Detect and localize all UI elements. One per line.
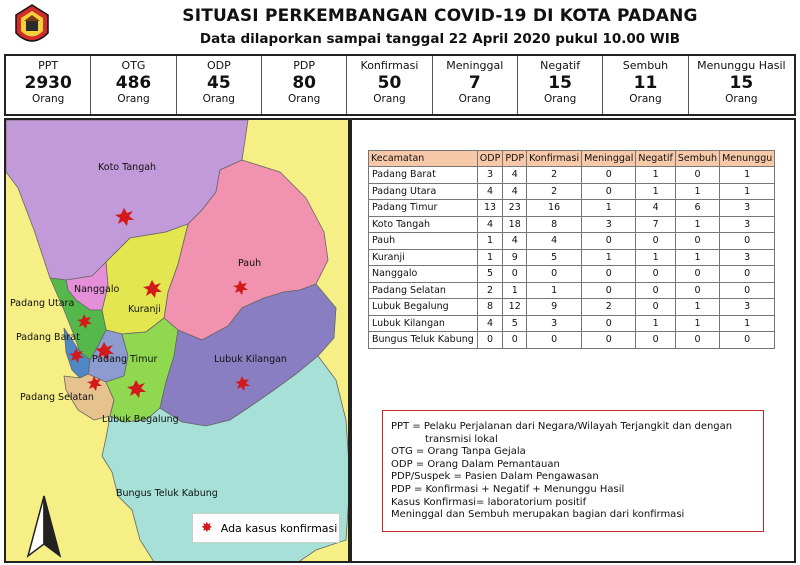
page-title: SITUASI PERKEMBANGAN COVID-19 DI KOTA PADANG (182, 6, 698, 26)
stat-label: OTG (121, 59, 146, 72)
table-cell: 8 (527, 216, 582, 233)
table-cell: 0 (582, 167, 636, 184)
table-cell: 1 (675, 299, 719, 316)
table-cell: 0 (636, 332, 676, 349)
table-cell: 1 (636, 183, 676, 200)
stat-unit: Orang (725, 93, 758, 105)
table-cell: 1 (675, 183, 719, 200)
map-label-padang-barat: Padang Barat (16, 332, 80, 343)
table-cell: 0 (582, 183, 636, 200)
stat-sembuh (603, 56, 688, 114)
summary-stats-bar (4, 54, 796, 116)
table-header-row (369, 151, 775, 167)
table-cell: 3 (582, 216, 636, 233)
stat-unit: Orang (543, 93, 577, 105)
table-cell: 1 (720, 315, 775, 332)
padang-city-logo-icon (12, 3, 52, 49)
stat-unit: Orang (31, 93, 65, 105)
stat-meninggal (433, 56, 518, 114)
table-cell: 9 (527, 299, 582, 316)
stat-label: PPT (38, 59, 59, 72)
table-cell: 0 (582, 282, 636, 299)
table-cell: 0 (720, 282, 775, 299)
stat-label: ODP (206, 59, 231, 72)
note-line: ODP = Orang Dalam Pemantauan (391, 458, 560, 470)
note-line: PPT = Pelaku Perjalanan dari Negara/Wilayah Terjangkit dan dengan (391, 421, 733, 432)
table-cell: 1 (675, 315, 719, 332)
table-cell: Padang Timur (369, 200, 478, 217)
table-cell: 0 (675, 332, 719, 349)
stat-value: 45 (206, 73, 231, 93)
column-header: ODP (477, 151, 503, 167)
table-cell: 3 (720, 249, 775, 266)
table-cell: 0 (527, 266, 582, 283)
table-cell: 1 (503, 282, 527, 299)
map-label-padang-utara: Padang Utara (10, 298, 75, 309)
table-cell: 1 (636, 167, 676, 184)
table-cell: Lubuk Kilangan (369, 315, 478, 332)
stat-unit: Orang (458, 93, 491, 105)
data-panel (350, 118, 796, 563)
stat-odp (177, 56, 262, 114)
map-label-bungus-teluk-kabung: Bungus Teluk Kabung (116, 488, 218, 499)
table-row (369, 282, 775, 299)
stat-label: Sembuh (622, 59, 669, 72)
district-data-table (368, 150, 775, 349)
table-cell: 0 (636, 266, 676, 283)
table-row (369, 332, 775, 349)
table-cell: 12 (503, 299, 527, 316)
table-row (369, 183, 775, 200)
district-map (4, 118, 350, 563)
table-cell: 1 (720, 167, 775, 184)
table-cell: 0 (636, 299, 676, 316)
legend-label: Ada kasus konfirmasi (220, 521, 338, 535)
stat-ppt (6, 56, 91, 114)
table-cell: Lubuk Begalung (369, 299, 478, 316)
header (0, 0, 800, 54)
stat-label: Negatif (540, 59, 581, 72)
table-row (369, 233, 775, 250)
column-header: PDP (503, 151, 527, 167)
note-line: Kasus Konfirmasi= laboratorium positif (391, 496, 587, 508)
table-cell: 0 (675, 167, 719, 184)
table-cell: 1 (720, 183, 775, 200)
table-cell: 4 (636, 200, 676, 217)
table-cell: 1 (582, 200, 636, 217)
table-cell: 4 (527, 233, 582, 250)
stat-value: 50 (377, 73, 402, 93)
stat-value: 80 (292, 73, 316, 93)
table-cell: 16 (527, 200, 582, 217)
stat-unit: Orang (629, 93, 662, 105)
map-legend (192, 513, 340, 543)
table-cell: Koto Tangah (369, 216, 478, 233)
table-cell: 6 (675, 200, 719, 217)
map-label-padang-timur: Padang Timur (92, 354, 158, 365)
note-line: PDP/Suspek = Pasien Dalam Pengawasan (391, 471, 599, 483)
table-cell: 0 (720, 233, 775, 250)
stat-label: Meninggal (446, 59, 504, 72)
table-cell: 1 (675, 216, 719, 233)
table-cell: 23 (503, 200, 527, 217)
table-row (369, 216, 775, 233)
table-cell: 2 (527, 183, 582, 200)
stat-value: 2930 (24, 73, 72, 93)
table-cell: Nanggalo (369, 266, 478, 283)
stat-label: Konfirmasi (360, 59, 419, 72)
table-cell: 0 (477, 332, 503, 349)
table-row (369, 266, 775, 283)
stat-unit: Orang (202, 93, 235, 105)
map-label-koto-tangah: Koto Tangah (98, 162, 157, 173)
column-header: Kecamatan (369, 151, 478, 167)
stat-unit: Orang (373, 93, 406, 105)
table-cell: 1 (477, 249, 503, 266)
table-cell: 0 (675, 266, 719, 283)
table-cell: 7 (636, 216, 676, 233)
table-row (369, 299, 775, 316)
map-label-pauh: Pauh (238, 258, 262, 269)
stat-label: PDP (293, 59, 316, 72)
table-cell: Pauh (369, 233, 478, 250)
table-row (369, 167, 775, 184)
table-cell: 9 (503, 249, 527, 266)
table-cell: 3 (720, 216, 775, 233)
map-label-lubuk-begalung: Lubuk Begalung (102, 414, 179, 425)
stat-pdp (262, 56, 347, 114)
table-cell: 0 (675, 233, 719, 250)
table-cell: 0 (582, 266, 636, 283)
column-header: Menunggu (720, 151, 775, 167)
table-cell: 4 (503, 233, 527, 250)
table-cell: 3 (477, 167, 503, 184)
table-cell: 0 (720, 332, 775, 349)
stat-konfirmasi (347, 56, 432, 114)
column-header: Konfirmasi (527, 151, 582, 167)
stat-value: 486 (115, 73, 152, 93)
note-line: Meninggal dan Sembuh merupakan bagian dari konfirmasi (391, 509, 685, 521)
table-cell: 13 (477, 200, 503, 217)
table-cell: 0 (636, 233, 676, 250)
table-cell: 1 (582, 249, 636, 266)
table-cell: 0 (527, 332, 582, 349)
table-row (369, 200, 775, 217)
table-cell: 4 (477, 216, 503, 233)
table-cell: 0 (636, 282, 676, 299)
column-header: Negatif (636, 151, 676, 167)
north-arrow-icon (28, 496, 60, 556)
table-cell: 5 (527, 249, 582, 266)
table-cell: 4 (477, 183, 503, 200)
stat-value: 15 (548, 73, 572, 93)
table-cell: 3 (720, 299, 775, 316)
table-cell: 0 (675, 282, 719, 299)
page-subtitle: Data dilaporkan sampai tanggal 22 April 2020 pukul 10.00 WIB (199, 31, 681, 47)
map-label-kuranji: Kuranji (128, 304, 161, 315)
note-line: transmisi lokal (425, 433, 498, 445)
table-cell: 0 (582, 233, 636, 250)
definitions-notes (382, 410, 764, 532)
stat-negatif (518, 56, 603, 114)
table-cell: 0 (503, 332, 527, 349)
confirmed-case-star-icon: ✸ (201, 520, 213, 536)
table-cell: Padang Utara (369, 183, 478, 200)
table-cell: 5 (503, 315, 527, 332)
table-cell: 2 (477, 282, 503, 299)
table-cell: 5 (477, 266, 503, 283)
table-cell: 4 (477, 315, 503, 332)
table-cell: Kuranji (369, 249, 478, 266)
note-line: OTG = Orang Tanpa Gejala (391, 446, 526, 458)
table-cell: 0 (503, 266, 527, 283)
stat-otg (91, 56, 176, 114)
table-cell: 8 (477, 299, 503, 316)
table-cell: 0 (582, 332, 636, 349)
table-cell: Bungus Teluk Kabung (369, 332, 478, 349)
stat-label: Menunggu Hasil (697, 59, 786, 72)
stat-value: 15 (729, 73, 754, 93)
column-header: Sembuh (675, 151, 719, 167)
table-cell: Padang Barat (369, 167, 478, 184)
table-cell: 18 (503, 216, 527, 233)
table-row (369, 249, 775, 266)
table-cell: Padang Selatan (369, 282, 478, 299)
table-cell: 3 (720, 200, 775, 217)
table-cell: 2 (582, 299, 636, 316)
table-cell: 1 (675, 249, 719, 266)
map-label-lubuk-kilangan: Lubuk Kilangan (214, 354, 287, 365)
stat-value: 11 (633, 73, 658, 93)
stat-unit: Orang (287, 93, 321, 105)
table-cell: 0 (720, 266, 775, 283)
table-cell: 3 (527, 315, 582, 332)
table-row (369, 315, 775, 332)
table-cell: 2 (527, 167, 582, 184)
table-cell: 4 (503, 183, 527, 200)
table-cell: 1 (636, 249, 676, 266)
stat-menunggu-hasil (689, 56, 794, 114)
stat-value: 7 (468, 73, 481, 93)
table-cell: 1 (477, 233, 503, 250)
note-line: PDP = Konfirmasi + Negatif + Menunggu Hasil (391, 483, 625, 495)
stat-unit: Orang (117, 93, 150, 105)
map-label-padang-selatan: Padang Selatan (20, 392, 94, 403)
table-cell: 4 (503, 167, 527, 184)
table-cell: 0 (582, 315, 636, 332)
table-cell: 1 (527, 282, 582, 299)
column-header: Meninggal (582, 151, 636, 167)
table-cell: 1 (636, 315, 676, 332)
map-label-nanggalo: Nanggalo (74, 284, 120, 295)
